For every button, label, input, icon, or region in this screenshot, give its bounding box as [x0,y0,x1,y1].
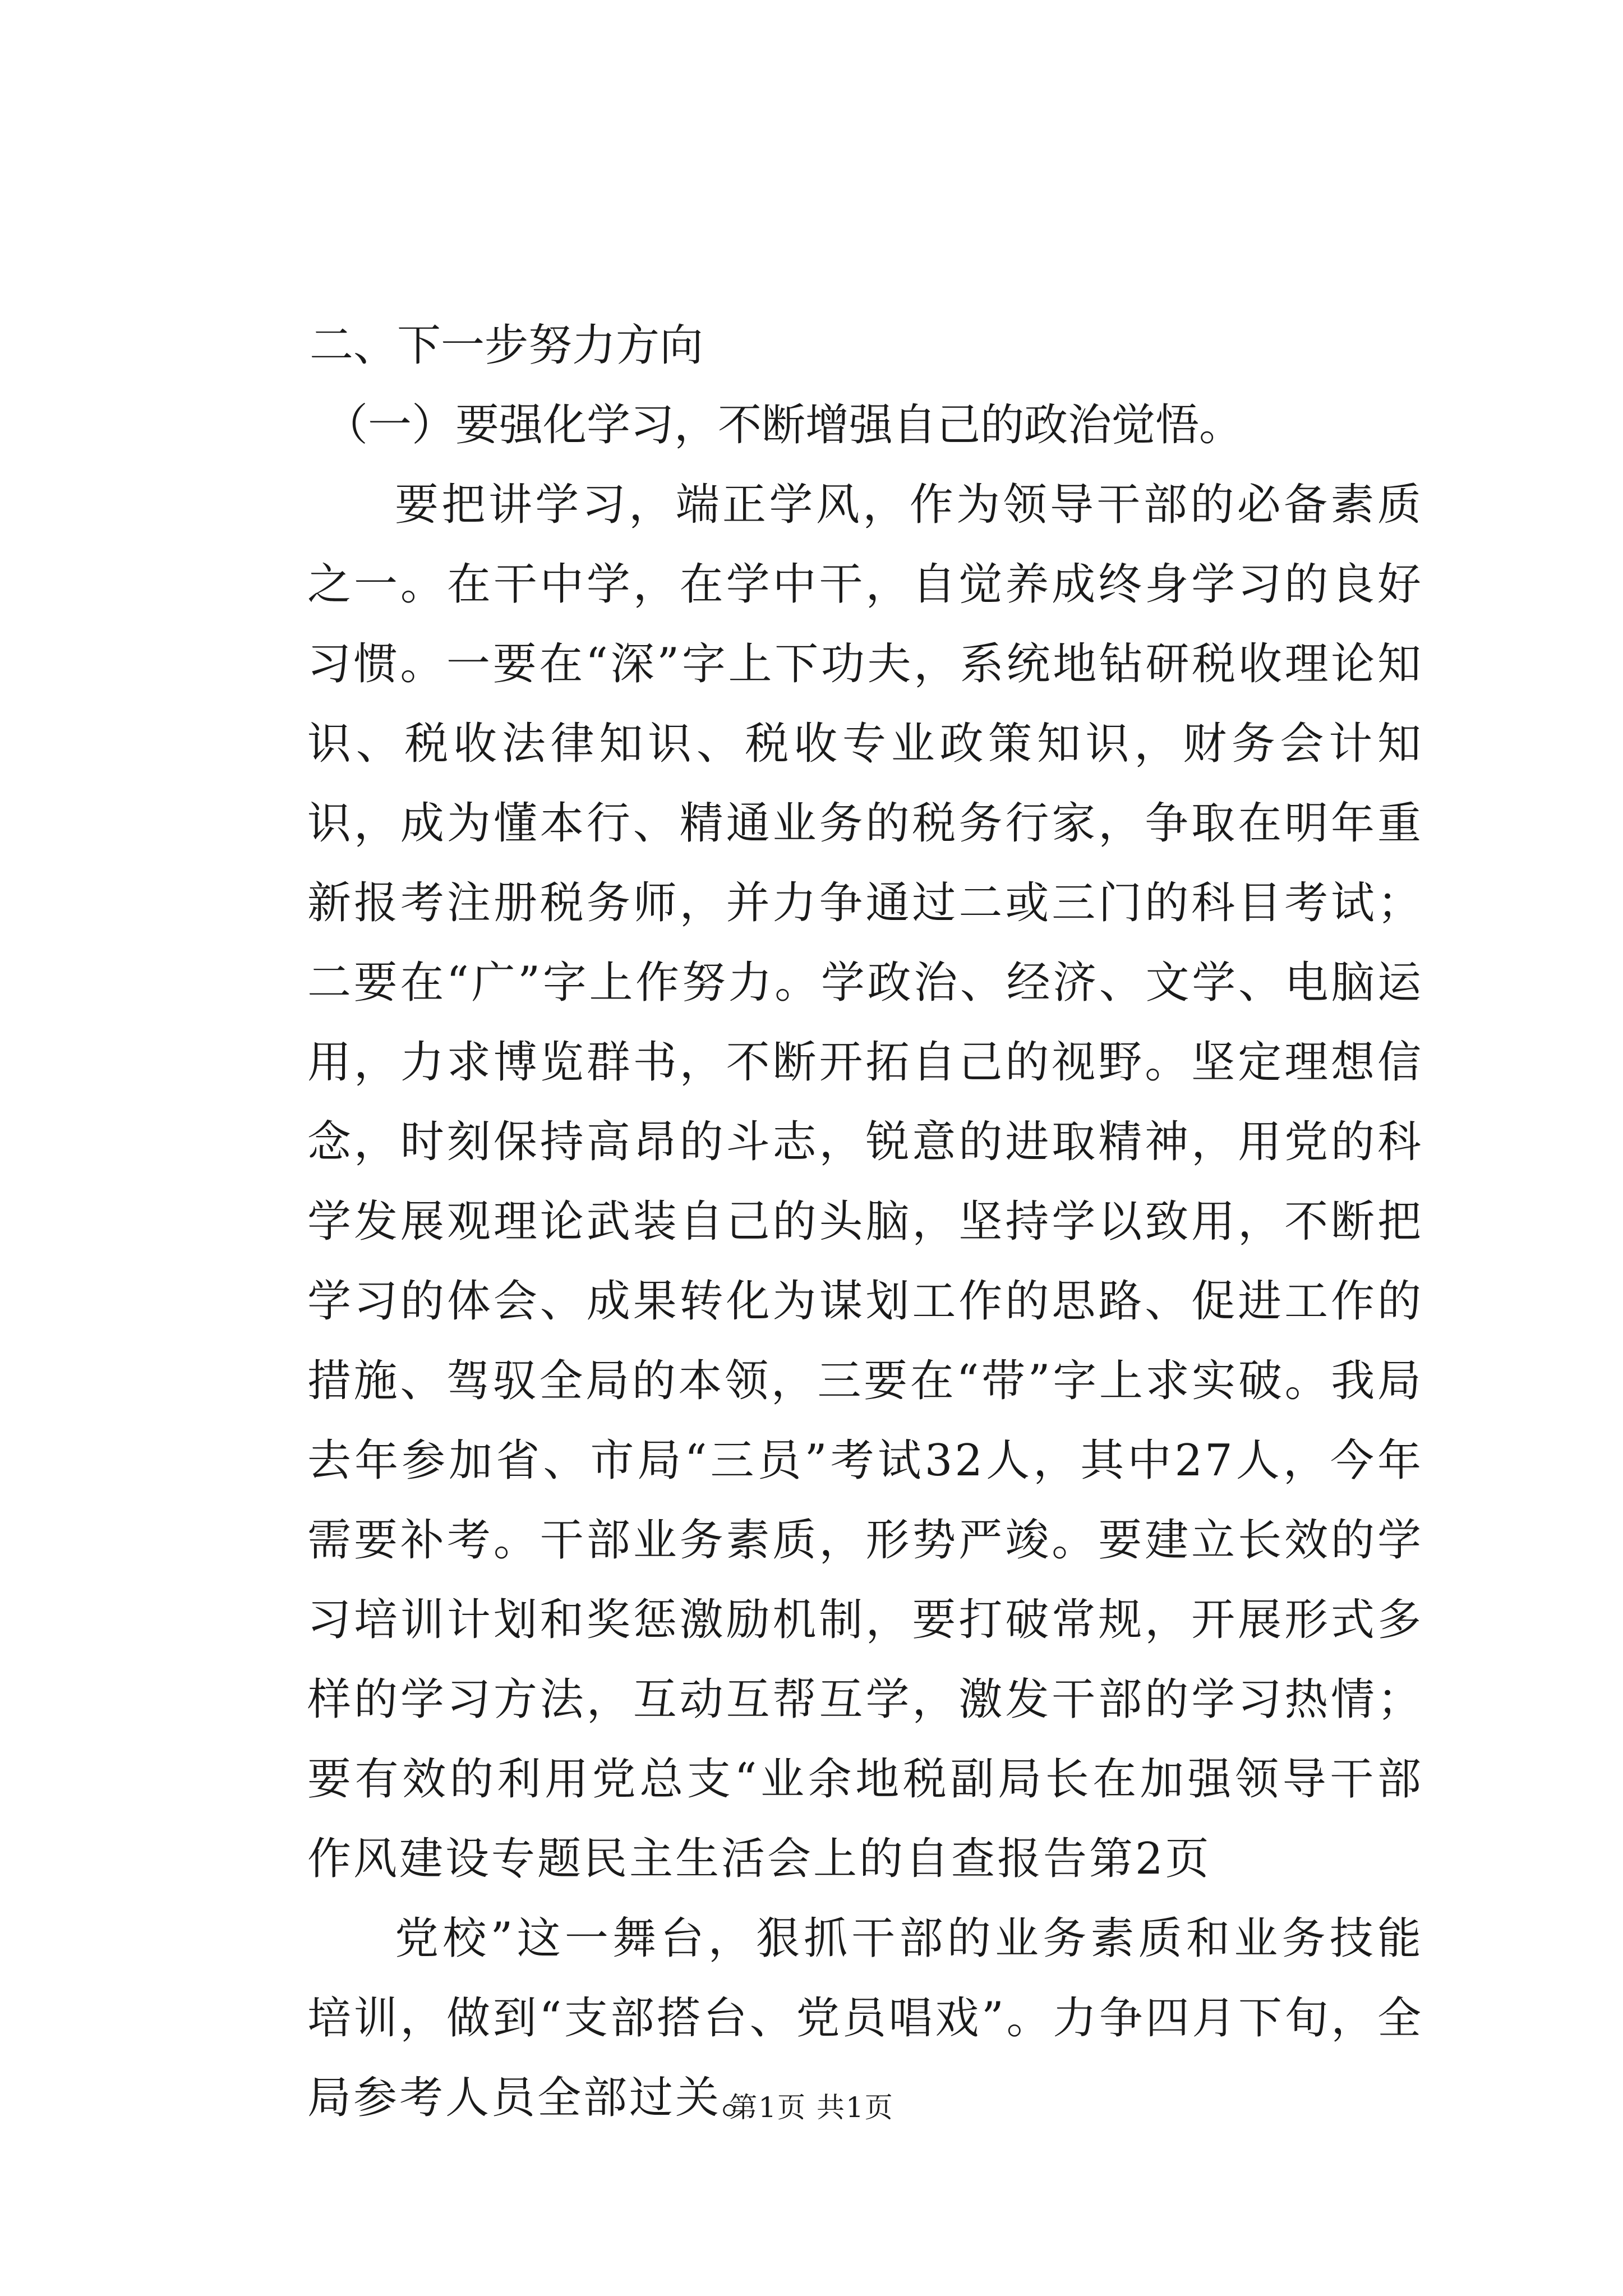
body-paragraph: 要把讲学习，端正学风，作为领导干部的必备素质之一。在干中学，在学中干，自觉养成终身学习的良好习惯。一要在“深”字上下功夫，系统地钻研税收理论知识、税收法律知识、税收专业政策知识，财务会计知识，成为懂本行、精通业务的税务行家，争取在明年重新报考注册税务师，并力争通过二或三门的科目考试；二要在“广”字上作努力。学政治、经济、文学、电脑运用，力求博览群书，不断开拓自己的视野。坚定理想信念，时刻保持高昂的斗志，锐意的进取精神，用党的科学发展观理论武装自己的头脑，坚持学以致用，不断把学习的体会、成果转化为谋划工作的思路、促进工作的措施、驾驭全局的本领，三要在“带”字上求实破。我局去年参加省、市局“三员”考试32人，其中27人，今年需要补考。干部业务素质，形势严竣。要建立长效的学习培训计划和奖惩激励机制，要打破常规，开展形式多样的学习方法，互动互帮互学，激发干部的学习热情；要有效的利用党总支“业余地税副局长在加强领导干部作风建设专题民主生活会上的自查报告第2页 [307,480,1423,1884]
document-body [307,306,1423,2138]
body-paragraph: 党校”这一舞台，狠抓干部的业务素质和业务技能培训，做到“支部搭台、党员唱戏”。力争四月下旬，全局参考人员全部过关。 [307,1913,1423,2123]
page-footer: 第1页 共1页 [729,2091,894,2124]
subsection-heading: （一）要强化学习，不断增强自己的政治觉悟。 [324,400,1243,450]
section-heading: 二、下一步努力方向 [310,320,704,371]
